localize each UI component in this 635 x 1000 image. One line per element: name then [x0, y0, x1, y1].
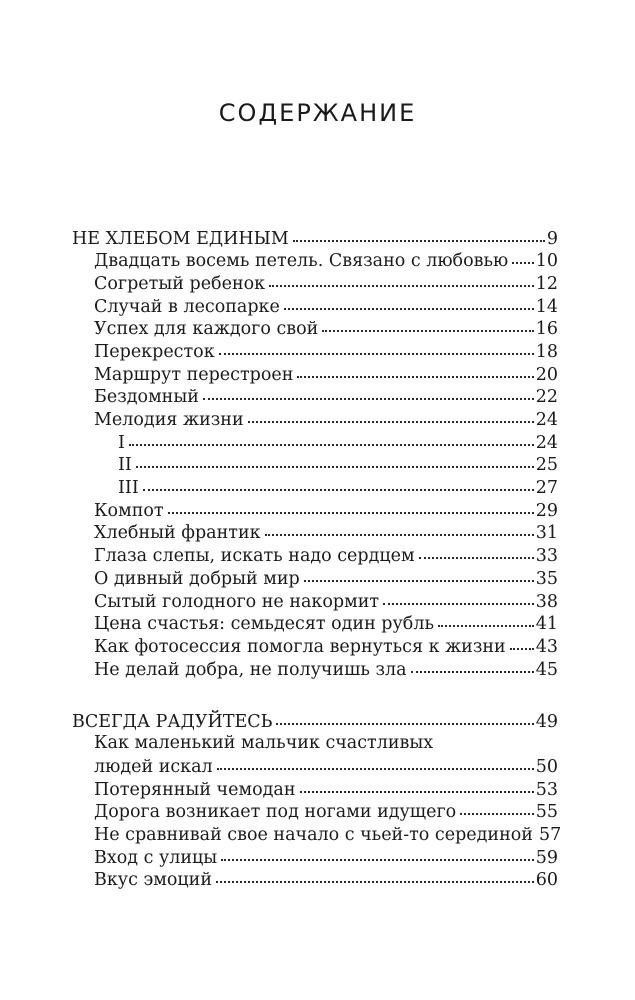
dot-leader — [419, 544, 534, 562]
toc-entry-title: Не сравнивай свое начало с чьей-то серединой — [94, 824, 533, 845]
toc-page-number: 55 — [535, 802, 558, 823]
toc-entry[interactable] — [72, 408, 558, 431]
toc-subentry[interactable] — [72, 430, 558, 453]
dot-leader — [300, 777, 534, 795]
toc-page-number: 18 — [535, 341, 558, 362]
toc-entry-title: Вкус эмоций — [94, 870, 212, 891]
toc-entry-title: Потерянный чемодан — [94, 779, 296, 800]
toc-page-number: 24 — [535, 410, 558, 430]
toc-entry-multiline[interactable] — [72, 732, 558, 777]
toc-entry-title: Бездомный — [94, 387, 199, 408]
toc-entry[interactable] — [72, 294, 558, 317]
toc-page-number: 60 — [535, 870, 558, 891]
dot-leader — [221, 845, 533, 863]
toc-entry[interactable] — [72, 822, 562, 845]
toc-entry-title: Двадцать восемь петель. Связано с любовью — [94, 251, 509, 272]
toc-entry[interactable] — [72, 498, 558, 521]
toc-page-number: 14 — [535, 296, 558, 317]
toc-entry-title: Вход с улицы — [94, 847, 218, 868]
toc-entry-title: Сытый голодного не накормит — [94, 591, 380, 612]
toc-page-number: 31 — [535, 523, 558, 544]
toc-entry-title: Согретый ребенок — [94, 273, 266, 294]
toc-entry[interactable] — [72, 589, 558, 612]
toc-page-number: 59 — [535, 847, 558, 868]
toc-entry-title-line1: Как маленький мальчик счастливых — [94, 732, 434, 753]
toc-subentry[interactable] — [72, 453, 558, 476]
dot-leader — [216, 868, 534, 886]
toc-entry-title: Дорога возникает под ногами идущего — [94, 802, 457, 823]
toc-entry-title: Мелодия жизни — [94, 410, 244, 430]
dot-leader — [460, 800, 534, 818]
toc-entry-title: II — [118, 455, 132, 476]
toc-entry-title: Маршрут перестроен — [94, 364, 294, 385]
dot-leader — [293, 226, 545, 244]
toc-entry[interactable] — [72, 800, 558, 823]
toc-entry[interactable] — [72, 566, 558, 589]
toc-entry-title: Случай в лесопарке — [94, 296, 280, 317]
toc-page-number: 10 — [535, 251, 558, 272]
dot-leader — [269, 271, 534, 289]
toc-page-number: 25 — [535, 455, 558, 476]
dot-leader — [136, 453, 534, 471]
toc-entry-title: Не делай добра, не получишь зла — [94, 659, 407, 680]
dot-leader — [383, 589, 534, 607]
toc-section-heading[interactable] — [72, 709, 558, 732]
toc-entry-title: Глаза слепы, искать надо сердцем — [94, 546, 415, 567]
toc-entry[interactable] — [72, 249, 558, 272]
toc-entry[interactable] — [72, 868, 558, 891]
toc-entry[interactable] — [72, 317, 558, 340]
dot-leader — [219, 339, 534, 357]
toc-page-number: 53 — [535, 779, 558, 800]
dot-leader — [284, 294, 534, 312]
toc-entry[interactable] — [72, 271, 558, 294]
dot-leader — [248, 408, 534, 426]
toc-entry-title: О дивный добрый мир — [94, 568, 300, 589]
toc-page-number: 9 — [546, 228, 558, 249]
toc-entry-title: III — [118, 478, 139, 499]
toc-section-2 — [72, 709, 562, 891]
dot-leader — [512, 249, 533, 267]
dot-leader — [203, 385, 534, 403]
toc-page-number: 29 — [535, 500, 558, 521]
dot-leader — [265, 521, 534, 539]
toc-entry-title: I — [118, 432, 125, 453]
dot-leader — [322, 317, 533, 335]
toc-entry[interactable] — [72, 777, 558, 800]
toc-entry[interactable] — [72, 612, 558, 635]
toc-entry-last-line — [72, 754, 558, 777]
dot-leader — [168, 498, 534, 516]
toc-entry-title: Как фотосессия помогла вернуться к жизни — [94, 636, 506, 657]
toc-page-number: 45 — [535, 659, 558, 680]
toc-entry[interactable] — [72, 544, 558, 567]
toc-page-number: 16 — [535, 319, 558, 340]
toc-page-number: 38 — [535, 591, 558, 612]
toc-page-number: 24 — [535, 432, 558, 453]
toc-page-number: 41 — [535, 614, 558, 635]
toc-entry-title-line2: людей искал — [94, 756, 213, 777]
toc-entry[interactable] — [72, 339, 558, 362]
toc-page-number: 50 — [535, 756, 558, 777]
toc-section-1 — [72, 226, 558, 680]
dot-leader — [143, 476, 534, 494]
toc-entry-title: НЕ ХЛЕБОМ ЕДИНЫМ — [72, 228, 289, 249]
toc-entry[interactable] — [72, 385, 558, 408]
toc-entry-title: Хлебный франтик — [94, 523, 261, 544]
toc-entry-title: ВСЕГДА РАДУЙТЕСЬ — [72, 711, 273, 732]
toc-entry[interactable] — [72, 634, 558, 657]
dot-leader — [411, 657, 534, 675]
toc-page-number: 27 — [535, 478, 558, 499]
toc-page-number: 12 — [535, 273, 558, 294]
toc-page-number: 22 — [535, 387, 558, 408]
dot-leader — [276, 709, 533, 727]
dot-leader — [438, 612, 534, 630]
dot-leader — [217, 754, 534, 772]
toc-page-number: 43 — [535, 636, 558, 657]
toc-entry-title: Перекресток — [94, 341, 215, 362]
toc-section-heading[interactable] — [72, 226, 558, 249]
toc-entry-title: Компот — [94, 500, 164, 521]
toc-page-number: 20 — [535, 364, 558, 385]
dot-leader — [304, 566, 534, 584]
toc-entry[interactable] — [72, 845, 558, 868]
toc-subentry[interactable] — [72, 476, 558, 499]
toc-page-number: 33 — [535, 546, 558, 567]
toc-page-number: 35 — [535, 568, 558, 589]
toc-entry[interactable] — [72, 657, 558, 680]
toc-entry[interactable] — [72, 521, 558, 544]
toc-entry-title: Цена счастья: семьдесят один рубль — [94, 614, 434, 635]
dot-leader — [297, 362, 533, 380]
toc-entry-title: Успех для каждого свой — [94, 319, 319, 340]
toc-page-number: 49 — [535, 711, 558, 732]
toc-entry[interactable] — [72, 362, 558, 385]
page-title: СОДЕРЖАНИЕ — [218, 99, 417, 127]
dot-leader — [129, 430, 534, 448]
dot-leader — [510, 634, 534, 652]
toc-page-number: 57 — [538, 824, 562, 845]
